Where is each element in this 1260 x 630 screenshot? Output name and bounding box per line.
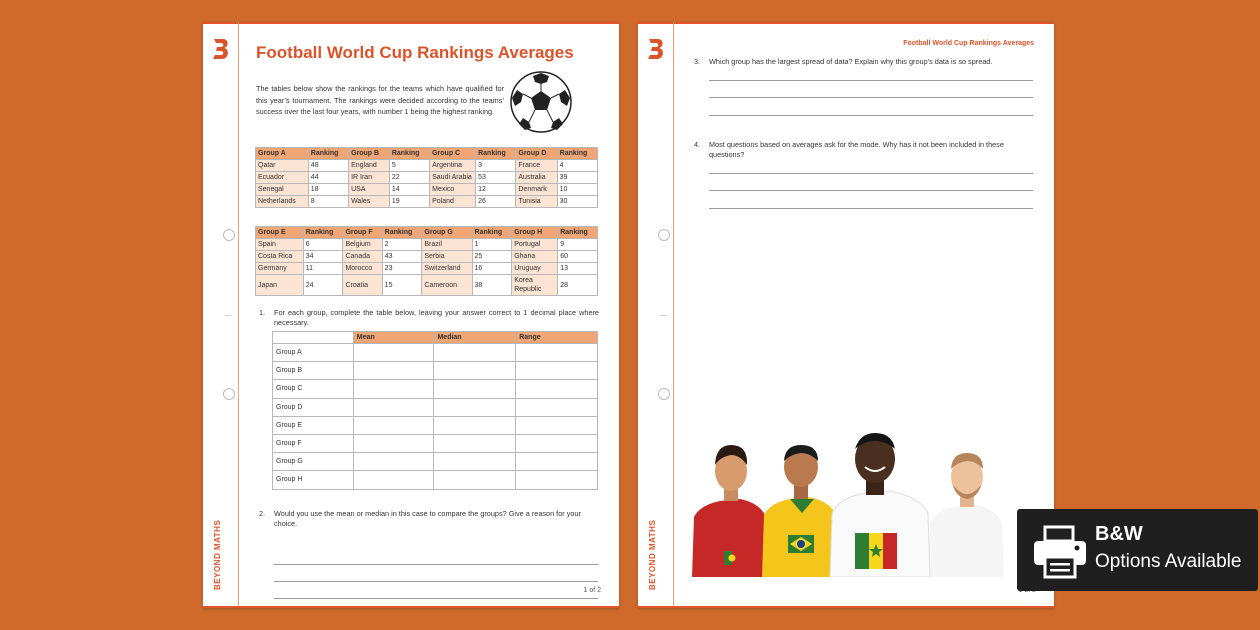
team-cell: Mexico — [430, 184, 476, 196]
binder-hole — [658, 229, 670, 241]
mean-answer-cell[interactable] — [353, 471, 434, 489]
question-text: Would you use the mean or median in this case to compare the groups? Give a reason for your choice. — [274, 509, 581, 528]
col-header: Group E — [256, 227, 304, 239]
col-header: Ranking — [558, 227, 598, 239]
answer-line[interactable] — [274, 564, 598, 565]
beyond-logo-icon — [647, 38, 665, 60]
ranking-cell: 26 — [476, 196, 516, 208]
question-1 — [259, 308, 599, 330]
table-row — [273, 434, 598, 452]
ranking-cell: 5 — [389, 160, 429, 172]
median-answer-cell[interactable] — [434, 453, 516, 471]
binder-hole — [223, 229, 235, 241]
question-text: For each group, complete the table below, leaving your answer correct to 1 decimal place where necessary. — [274, 308, 599, 327]
ranking-cell: 3 — [476, 160, 516, 172]
col-header: Group D — [516, 148, 557, 160]
group-label: Group H — [273, 471, 354, 489]
table-row — [256, 196, 598, 208]
ranking-cell: 11 — [303, 263, 343, 275]
ranking-cell: 22 — [389, 172, 429, 184]
team-cell: Saudi Arabia — [430, 172, 476, 184]
binder-hole — [223, 388, 235, 400]
team-cell: Costa Rica — [256, 251, 304, 263]
col-header: Range — [516, 332, 598, 344]
ranking-cell: 4 — [557, 160, 597, 172]
team-cell: Germany — [256, 263, 304, 275]
table-row — [256, 251, 598, 263]
binder-hole — [658, 388, 670, 400]
group-label: Group A — [273, 344, 354, 362]
fold-mark — [660, 315, 667, 316]
worksheet-page-1 — [203, 22, 619, 608]
answer-line[interactable] — [274, 598, 598, 599]
table-row — [273, 344, 598, 362]
bw-options-badge — [1017, 509, 1258, 591]
team-cell: Morocco — [343, 263, 382, 275]
col-header: Ranking — [557, 148, 597, 160]
brand-text: BEYOND MATHS — [648, 519, 657, 590]
median-answer-cell[interactable] — [434, 434, 516, 452]
rankings-table-groups-a-d — [255, 147, 598, 208]
table-header-row — [273, 332, 598, 344]
worksheet-page-2 — [638, 22, 1054, 608]
beyond-logo-icon — [212, 38, 230, 60]
team-cell: Tunisia — [516, 196, 557, 208]
question-number: 1. — [259, 308, 266, 317]
answer-line[interactable] — [709, 173, 1033, 174]
answer-line[interactable] — [709, 80, 1033, 81]
player-brazil-illustration — [762, 445, 838, 577]
ranking-cell: 2 — [382, 239, 422, 251]
team-cell: Qatar — [256, 160, 309, 172]
printer-icon — [1031, 523, 1089, 581]
col-header: Group F — [343, 227, 382, 239]
player-portugal-illustration — [692, 445, 768, 577]
ranking-cell: 23 — [382, 263, 422, 275]
group-label: Group D — [273, 398, 354, 416]
team-cell: Australia — [516, 172, 557, 184]
group-label: Group C — [273, 380, 354, 398]
fold-mark — [225, 315, 232, 316]
mean-answer-cell[interactable] — [353, 380, 434, 398]
ranking-cell: 9 — [558, 239, 598, 251]
team-cell: USA — [349, 184, 390, 196]
ranking-cell: 8 — [308, 196, 348, 208]
table-row — [256, 184, 598, 196]
page-top-border — [638, 22, 1054, 24]
ranking-cell: 60 — [558, 251, 598, 263]
page-bottom-border — [203, 606, 619, 608]
mean-answer-cell[interactable] — [353, 434, 434, 452]
median-answer-cell[interactable] — [434, 398, 516, 416]
col-header — [273, 332, 354, 344]
question-number: 2. — [259, 509, 266, 518]
col-header: Group A — [256, 148, 309, 160]
team-cell: Brazil — [422, 239, 472, 251]
mean-answer-cell[interactable] — [353, 453, 434, 471]
median-answer-cell[interactable] — [434, 416, 516, 434]
range-answer-cell[interactable] — [516, 471, 598, 489]
mean-answer-cell[interactable] — [353, 362, 434, 380]
team-cell: Japan — [256, 275, 304, 296]
team-cell: Spain — [256, 239, 304, 251]
team-cell: Argentina — [430, 160, 476, 172]
ranking-cell: 15 — [382, 275, 422, 296]
question-number: 4. — [694, 140, 701, 149]
mean-answer-cell[interactable] — [353, 344, 434, 362]
ranking-cell: 1 — [472, 239, 512, 251]
margin-line — [238, 22, 239, 608]
table-header-row — [256, 148, 598, 160]
col-header: Ranking — [382, 227, 422, 239]
group-label: Group B — [273, 362, 354, 380]
ranking-cell: 12 — [476, 184, 516, 196]
table-row — [273, 453, 598, 471]
footballers-illustration — [690, 427, 1042, 577]
mean-answer-cell[interactable] — [353, 398, 434, 416]
range-answer-cell[interactable] — [516, 344, 598, 362]
group-label: Group F — [273, 434, 354, 452]
col-header: Ranking — [303, 227, 343, 239]
col-header: Ranking — [472, 227, 512, 239]
ranking-cell: 30 — [557, 196, 597, 208]
col-header: Ranking — [476, 148, 516, 160]
rankings-table-groups-e-h — [255, 226, 598, 296]
answer-line[interactable] — [709, 115, 1033, 116]
football-icon — [509, 70, 573, 134]
range-answer-cell[interactable] — [516, 398, 598, 416]
table-row — [256, 275, 598, 296]
col-header: Ranking — [389, 148, 429, 160]
team-cell: England — [349, 160, 390, 172]
ranking-cell: 28 — [558, 275, 598, 296]
range-answer-cell[interactable] — [516, 362, 598, 380]
ranking-cell: 48 — [308, 160, 348, 172]
range-answer-cell[interactable] — [516, 380, 598, 398]
team-cell: Serbia — [422, 251, 472, 263]
table-row — [256, 160, 598, 172]
col-header: Group G — [422, 227, 472, 239]
mean-answer-cell[interactable] — [353, 416, 434, 434]
brand-vertical — [645, 510, 659, 590]
answer-line[interactable] — [709, 208, 1033, 209]
median-answer-cell[interactable] — [434, 362, 516, 380]
page-number: 1 of 2 — [583, 587, 601, 594]
ranking-cell: 43 — [382, 251, 422, 263]
table-header-row — [256, 227, 598, 239]
median-answer-cell[interactable] — [434, 380, 516, 398]
table-row — [273, 398, 598, 416]
table-row — [273, 471, 598, 489]
question-number: 3. — [694, 57, 701, 66]
col-header: Mean — [353, 332, 434, 344]
page-bottom-border — [638, 606, 1054, 608]
ranking-cell: 18 — [308, 184, 348, 196]
table-row — [256, 239, 598, 251]
group-label: Group G — [273, 453, 354, 471]
ranking-cell: 10 — [557, 184, 597, 196]
range-answer-cell[interactable] — [516, 416, 598, 434]
answer-line[interactable] — [709, 97, 1033, 98]
answer-line[interactable] — [274, 581, 598, 582]
answer-line[interactable] — [709, 190, 1033, 191]
col-header: Median — [434, 332, 516, 344]
team-cell: Denmark — [516, 184, 557, 196]
question-text: Which group has the largest spread of data? Explain why this group’s data is so spread. — [709, 57, 993, 66]
table-row — [273, 380, 598, 398]
team-cell: Ghana — [512, 251, 558, 263]
team-cell: Portugal — [512, 239, 558, 251]
table-row — [256, 172, 598, 184]
table-row — [273, 416, 598, 434]
team-cell: Cameroon — [422, 275, 472, 296]
page-title: Football World Cup Rankings Averages — [256, 43, 574, 62]
ranking-cell: 16 — [472, 263, 512, 275]
team-cell: Canada — [343, 251, 382, 263]
ranking-cell: 25 — [472, 251, 512, 263]
ranking-cell: 19 — [389, 196, 429, 208]
table-row — [273, 362, 598, 380]
range-answer-cell[interactable] — [516, 453, 598, 471]
ranking-cell: 44 — [308, 172, 348, 184]
team-cell: Wales — [349, 196, 390, 208]
brand-vertical — [210, 510, 224, 590]
bw-subtitle: Options Available — [1095, 551, 1242, 572]
group-label: Group E — [273, 416, 354, 434]
team-cell: Belgium — [343, 239, 382, 251]
col-header: Group H — [512, 227, 558, 239]
median-answer-cell[interactable] — [434, 471, 516, 489]
col-header: Group B — [349, 148, 390, 160]
team-cell: IR Iran — [349, 172, 390, 184]
team-cell: Ecuador — [256, 172, 309, 184]
team-cell: France — [516, 160, 557, 172]
team-cell: Netherlands — [256, 196, 309, 208]
ranking-cell: 13 — [558, 263, 598, 275]
team-cell: Senegal — [256, 184, 309, 196]
player-senegal-illustration — [830, 433, 930, 577]
running-title: Football World Cup Rankings Averages — [903, 40, 1034, 47]
range-answer-cell[interactable] — [516, 434, 598, 452]
team-cell: Uruguay — [512, 263, 558, 275]
intro-text: The tables below show the rankings for the teams which have qualified for this year’s tournament. The rankings were decided according to the teams’ success over the last four years, with number 1 being the highest ranking. — [256, 84, 504, 116]
question-2 — [259, 509, 599, 531]
team-cell: Switzerland — [422, 263, 472, 275]
ranking-cell: 14 — [389, 184, 429, 196]
question-text: Most questions based on averages ask for the mode. Why has it not been included in these questions? — [709, 140, 1004, 159]
col-header: Ranking — [308, 148, 348, 160]
page-top-border — [203, 22, 619, 24]
team-cell: Korea Republic — [512, 275, 558, 296]
team-cell: Poland — [430, 196, 476, 208]
bw-title: B&W — [1095, 523, 1143, 545]
ranking-cell: 38 — [472, 275, 512, 296]
ranking-cell: 6 — [303, 239, 343, 251]
averages-answer-table — [272, 331, 598, 490]
margin-line — [673, 22, 674, 608]
player-england-illustration — [928, 453, 1004, 577]
ranking-cell: 24 — [303, 275, 343, 296]
col-header: Group C — [430, 148, 476, 160]
brand-text: BEYOND MATHS — [213, 519, 222, 590]
team-cell: Croatia — [343, 275, 382, 296]
median-answer-cell[interactable] — [434, 344, 516, 362]
ranking-cell: 53 — [476, 172, 516, 184]
ranking-cell: 39 — [557, 172, 597, 184]
ranking-cell: 34 — [303, 251, 343, 263]
table-row — [256, 263, 598, 275]
